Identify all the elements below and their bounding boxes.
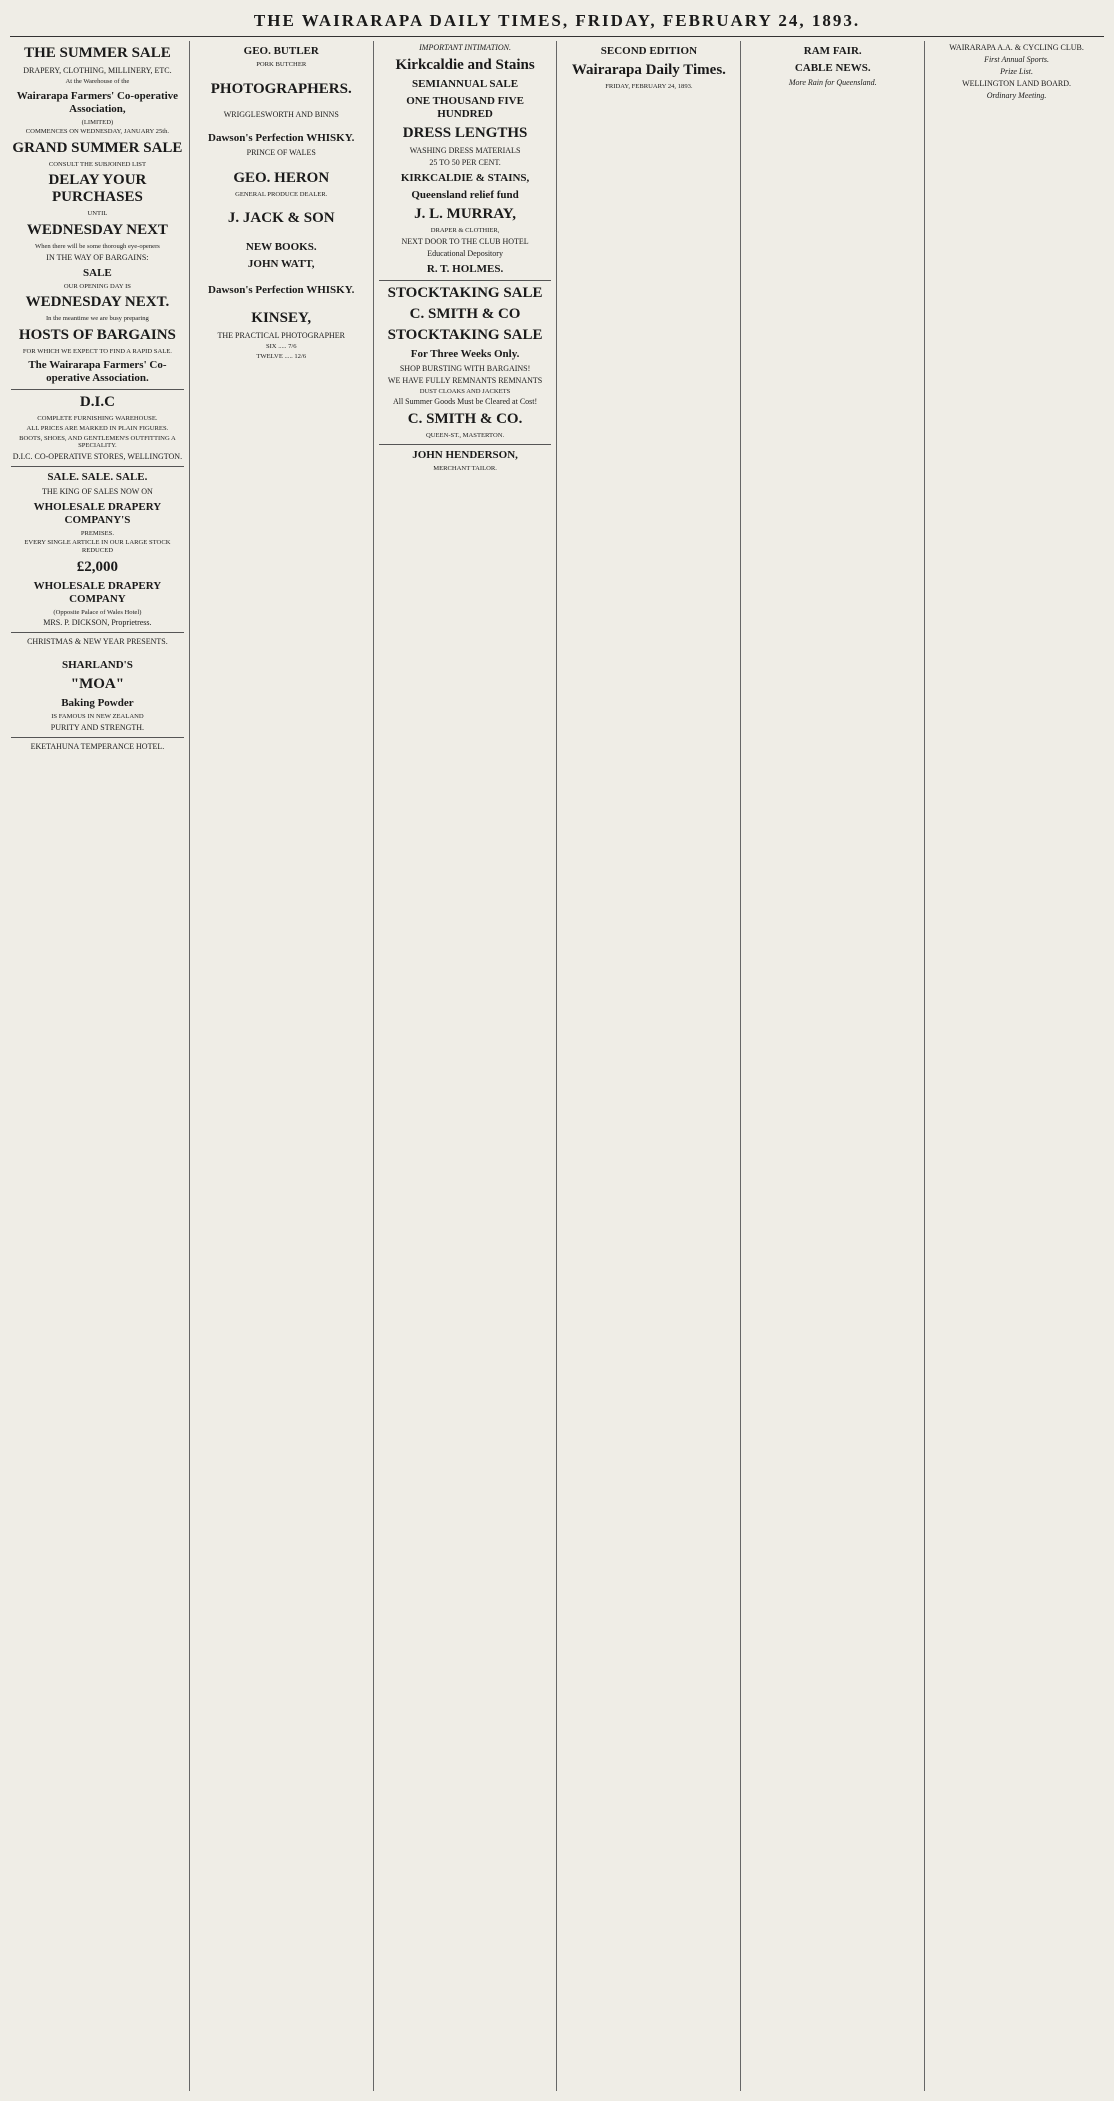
in-the-way: IN THE WAY OF BARGAINS: xyxy=(46,252,149,262)
ram-fair: RAM FAIR. xyxy=(803,45,862,57)
hosts-of-bargains: HOSTS OF BARGAINS xyxy=(18,326,176,343)
kirkcaldie-2: KIRKCALDIE & STAINS, xyxy=(400,172,530,184)
rapid-sale: FOR WHICH WE EXPECT TO FIND A RAPID SALE. xyxy=(22,347,172,355)
one-thousand: ONE THOUSAND FIVE HUNDRED xyxy=(406,95,524,120)
farmers-assoc: Wairarapa Farmers' Co-operative Association, xyxy=(16,89,179,115)
proprietress: MRS. P. DICKSON, Proprietress. xyxy=(43,618,152,628)
land-board: WELLINGTON LAND BOARD. xyxy=(962,79,1072,88)
dawson: Dawson's Perfection WHISKY. xyxy=(208,131,355,144)
first-annual-sports: First Annual Sports. xyxy=(984,55,1050,64)
wholesale-company: WHOLESALE DRAPERY COMPANY xyxy=(33,579,162,605)
plain-figures: ALL PRICES ARE MARKED IN PLAIN FIGURES. xyxy=(26,424,169,432)
per-cent: 25 TO 50 PER CENT. xyxy=(429,158,501,167)
columns xyxy=(6,41,1108,2091)
sale-sale: SALE. SALE. SALE. xyxy=(47,470,148,483)
limited: (LIMITED) xyxy=(81,118,114,126)
divider xyxy=(11,737,184,738)
queensland-relief: Queensland relief fund xyxy=(411,189,519,201)
money-amount: £2,000 xyxy=(76,558,119,575)
remnants: WE HAVE FULLY REMNANTS REMNANTS xyxy=(387,375,543,385)
new-books: NEW BOOKS. xyxy=(245,241,317,254)
three-weeks: For Three Weeks Only. xyxy=(410,347,520,360)
important-intimation: IMPORTANT INTIMATION. xyxy=(419,43,511,52)
baking-powder: Baking Powder xyxy=(61,697,134,710)
sale-word: SALE xyxy=(83,266,112,279)
column-1 xyxy=(6,41,190,2091)
holmes: R. T. HOLMES. xyxy=(426,262,504,275)
educational: Educational Depository xyxy=(427,248,503,258)
wrigglesworth: WRIGGLESWORTH AND BINNS xyxy=(223,109,339,119)
eketahuna-hotel: EKETAHUNA TEMPERANCE HOTEL. xyxy=(30,741,165,751)
wednesday-next: WEDNESDAY NEXT xyxy=(26,221,168,238)
sale-date: COMMENCES ON WEDNESDAY, JANUARY 25th. xyxy=(25,128,170,136)
queen-st: QUEEN-ST., MASTERTON. xyxy=(426,432,505,440)
photographers: PHOTOGRAPHERS. xyxy=(210,80,352,97)
jack-son: J. JACK & SON xyxy=(227,210,335,227)
paper-title: Wairarapa Daily Times. xyxy=(571,62,726,78)
dust-cloaks: DUST CLOAKS AND JACKETS xyxy=(419,387,511,395)
draper-clothier: DRAPER & CLOTHIER, xyxy=(430,227,500,234)
stocktaking-sale: STOCKTAKING SALE xyxy=(387,284,543,301)
second-edition: SECOND EDITION xyxy=(600,45,698,57)
butcher: PORK BUTCHER xyxy=(256,61,307,68)
column-5 xyxy=(741,41,925,2091)
cycling-club: WAIRARAPA A.A. & CYCLING CLUB. xyxy=(949,43,1084,52)
summer-sale-subtitle: DRAPERY, CLOTHING, MILLINERY, ETC. xyxy=(23,66,172,75)
column-4 xyxy=(557,41,741,2091)
consult-list: CONSULT THE SUBJOINED LIST xyxy=(48,160,146,168)
prince-of-wales: PRINCE OF WALES xyxy=(246,147,316,157)
all-summer-goods: All Summer Goods Must be Cleared at Cost! xyxy=(392,397,538,407)
grand-summer-sale: GRAND SUMMER SALE xyxy=(12,139,183,156)
produce-dealer: GENERAL PRODUCE DEALER. xyxy=(235,190,328,198)
more-rain: More Rain for Queensland. xyxy=(788,78,877,87)
until: UNTIL xyxy=(87,210,108,218)
dawson-2: Dawson's Perfection WHISKY. xyxy=(208,284,355,297)
twelve: TWELVE ..... 12/6 xyxy=(256,352,307,360)
sharland: SHARLAND'S xyxy=(61,659,133,672)
christmas-presents: CHRISTMAS & NEW YEAR PRESENTS. xyxy=(27,637,168,647)
summer-sale-title: THE SUMMER SALE xyxy=(24,45,171,61)
john-watt: JOHN WATT, xyxy=(247,258,315,271)
semiannual-sale: SEMIANNUAL SALE xyxy=(412,78,519,90)
purity: PURITY AND STRENGTH. xyxy=(50,722,145,732)
premises: PREMISES. xyxy=(80,529,114,537)
famous: IS FAMOUS IN NEW ZEALAND xyxy=(51,713,144,721)
paper-date: FRIDAY, FEBRUARY 24, 1893. xyxy=(605,83,693,90)
murray: J. L. MURRAY, xyxy=(414,206,516,222)
column-2 xyxy=(190,41,374,2091)
moa: "MOA" xyxy=(70,676,125,693)
ordinary-meeting: Ordinary Meeting. xyxy=(986,91,1047,100)
cable-news: CABLE NEWS. xyxy=(794,62,871,74)
divider xyxy=(11,389,184,390)
masthead-rule xyxy=(10,36,1104,37)
practical-photographer: THE PRACTICAL PHOTOGRAPHER xyxy=(217,331,346,341)
divider xyxy=(11,466,184,467)
shop-bursting: SHOP BURSTING WITH BARGAINS! xyxy=(399,363,531,373)
column-3 xyxy=(374,41,558,2091)
divider xyxy=(11,632,184,633)
six: SIX ..... 7/6 xyxy=(265,343,297,351)
every-article: EVERY SINGLE ARTICLE IN OUR LARGE STOCK REDUCED xyxy=(24,539,171,554)
meantime: In the meantime we are busy preparing xyxy=(45,315,149,323)
boots-shoes: BOOTS, SHOES, AND GENTLEMEN'S OUTFITTING A SPECIALITY. xyxy=(19,434,176,450)
kinsey: KINSEY, xyxy=(251,310,312,327)
masthead: THE WAIRARAPA DAILY TIMES, FRIDAY, FEBRUARY 24, 1893. xyxy=(253,11,861,30)
stocktaking-sale-2: STOCKTAKING SALE xyxy=(387,326,543,343)
divider xyxy=(379,444,552,445)
delay-purchases: DELAY YOUR PURCHASES xyxy=(48,172,147,206)
divider xyxy=(379,280,552,281)
opening-day: OUR OPENING DAY IS xyxy=(63,282,131,290)
dic-title: D.I.C xyxy=(79,394,115,411)
merchant-tailor: MERCHANT TAILOR. xyxy=(433,464,497,472)
kirkcaldie: Kirkcaldie and Stains xyxy=(395,57,535,73)
c-smith-2: C. SMITH & CO. xyxy=(407,411,523,428)
king-of-sales: THE KING OF SALES NOW ON xyxy=(42,486,153,496)
prize-list: Prize List. xyxy=(1000,67,1033,76)
c-smith: C. SMITH & CO xyxy=(409,305,521,322)
at-warehouse: At the Warehouse of the xyxy=(65,78,130,85)
butler: GEO. BUTLER xyxy=(243,45,319,57)
eye-openers: When there will be some thorough eye-openers xyxy=(34,242,160,250)
opposite: (Opposite Palace of Wales Hotel) xyxy=(53,608,142,616)
henderson: JOHN HENDERSON, xyxy=(412,448,518,461)
furnishing: COMPLETE FURNISHING WAREHOUSE. xyxy=(37,415,158,423)
wednesday-next-2: WEDNESDAY NEXT. xyxy=(25,294,170,311)
next-door: NEXT DOOR TO THE CLUB HOTEL xyxy=(401,236,529,246)
column-6 xyxy=(925,41,1108,2091)
assoc-footer: The Wairarapa Farmers' Co-operative Association. xyxy=(28,359,167,385)
heron: GEO. HERON xyxy=(233,169,330,186)
dress-lengths: DRESS LENGTHS xyxy=(402,125,528,141)
washing-dress: WASHING DRESS MATERIALS xyxy=(409,146,521,155)
dic-stores: D.I.C. CO-OPERATIVE STORES, WELLINGTON. xyxy=(12,451,183,461)
wholesale-drapery: WHOLESALE DRAPERY COMPANY'S xyxy=(33,500,162,526)
